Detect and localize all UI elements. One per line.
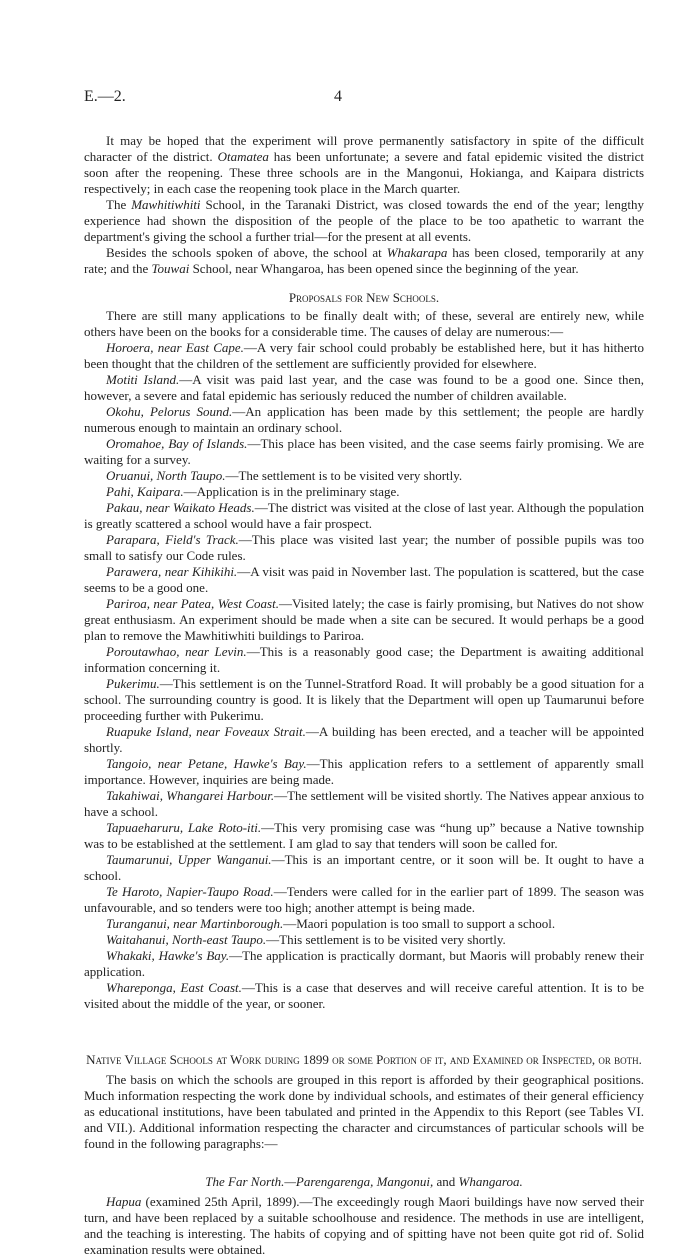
text-run: (examined 25th April, 1899).—The exceedingly rough Maori buildings have now served their turn, and have been replaced by a suitable schoolhouse and residence. The methods in use are intelligent, and the teaching is interesting. The habits of copying and of spitting have not been quite got rid of. Solid examination results were obtained. (84, 1194, 644, 1257)
text-run: School, near Whangaroa, has been opened since the beginning of the year. (189, 261, 579, 276)
italic-term: Tangoio, near Petane, Hawke's Bay. (106, 756, 307, 771)
italic-term: Motiti Island. (106, 372, 180, 387)
proposal-entry (84, 372, 644, 404)
italic-term: Horoera, near East Cape. (106, 340, 244, 355)
text-run: —An application has been made by this settlement; the people are hardly numerous enough to maintain an ordinary school. (84, 404, 644, 435)
proposal-entry (84, 436, 644, 468)
village-section (84, 1072, 644, 1152)
village-schools-heading: Native Village Schools at Work during 1899 or some Portion of it, and Examined or Inspected, or both. (86, 1052, 642, 1067)
proposal-entry (84, 916, 644, 932)
text-run: School, in the Taranaki District, was closed towards the end of the year; lengthy experience had shown the disposition of the people of the place to be too apathetic to warrant the department's giving the school a further trial—for the present at all events. (84, 197, 644, 244)
proposal-entry (84, 884, 644, 916)
proposal-entry (84, 340, 644, 372)
proposal-entry (84, 948, 644, 980)
text-run: Besides the schools spoken of above, the school at (106, 245, 387, 260)
text-run: —The application is practically dormant, but Maoris will probably renew their application. (84, 948, 644, 979)
italic-term: Poroutawhao, near Levin. (106, 644, 247, 659)
italic-term: Whakarapa (386, 245, 448, 260)
text-run: —This settlement is on the Tunnel-Stratford Road. It will probably be a good situation for a school. The surrounding country is good. It is likely that the Department will open up Taumarunui before proceeding further with Pukerimu. (84, 676, 644, 723)
proposal-entry (84, 932, 644, 948)
text-run: Whangaroa. (455, 1174, 523, 1189)
text-run: The basis on which the schools are grouped in this report is afforded by their geographical positions. Much information respecting the work done by individual schools, and estimates of their general efficiency as educational institutions, have been tabulated and printed in the Appendix to this Report (see Tables VI. and VII.). Additional information respecting the character and circumstances of particular schools will be found in the following paragraphs:— (84, 1072, 644, 1151)
proposal-entry (84, 468, 644, 484)
italic-term: Waitahanui, North-east Taupo. (106, 932, 267, 947)
text-run: The (106, 197, 132, 212)
italic-term: Touwai (151, 261, 190, 276)
italic-term: Taumarunui, Upper Wanganui. (106, 852, 272, 867)
far-north-section (84, 1194, 644, 1258)
proposal-entry (84, 820, 644, 852)
italic-term: Hapua (106, 1194, 142, 1209)
italic-term: Pahi, Kaipara. (106, 484, 184, 499)
text-run: It may be hoped that the experiment will prove permanently satisfactory in spite of the difficult character of the district. (84, 133, 644, 164)
document-body (84, 133, 644, 1258)
text-run: —The settlement will be visited shortly. The Natives appear anxious to have a school. (84, 788, 644, 819)
proposals-heading: Proposals for New Schools. (288, 290, 440, 305)
page-number: 4 (334, 88, 342, 105)
page-header (84, 88, 644, 108)
text-run: —This very promising case was “hung up” because a Native township was to be established at the settlement. I am glad to say that tenders will soon be called for. (84, 820, 645, 851)
paragraph (84, 197, 644, 245)
proposals-section (84, 308, 644, 1012)
proposal-entry (84, 500, 644, 532)
italic-term: Turanganui, near Martinborough. (106, 916, 284, 931)
far-north-heading (84, 1174, 644, 1190)
proposal-entry (84, 852, 644, 884)
proposal-entry (84, 980, 644, 1012)
proposal-entry (84, 756, 644, 788)
italic-term: Parawera, near Kihikihi. (106, 564, 238, 579)
text-run: —Application is in the preliminary stage. (183, 484, 400, 499)
italic-term: Whareponga, East Coast. (106, 980, 242, 995)
italic-term: Otamatea (217, 149, 269, 164)
italic-term: Tapuaeharuru, Lake Roto-iti. (106, 820, 262, 835)
proposal-entry (84, 484, 644, 500)
text-run: —This place has been visited, and the case seems fairly promising. We are waiting for a survey. (84, 436, 644, 467)
text-run: —The settlement is to be visited very shortly. (225, 468, 463, 483)
text-run: —Tenders were called for in the earlier part of 1899. The season was unfavourable, and so tenders were too high; another attempt is being made. (84, 884, 644, 915)
text-run: —Maori population is too small to support a school. (283, 916, 556, 931)
text-run: has been closed, temporarily at any rate; and the (84, 245, 644, 276)
italic-term: Oromahoe, Bay of Islands. (106, 436, 248, 451)
italic-term: Te Haroto, Napier-Taupo Road. (106, 884, 274, 899)
text-run: The Far North.—Parengarenga, Mangonui, (205, 1174, 437, 1189)
proposal-entry (84, 532, 644, 564)
document-code: E.—2. (84, 88, 126, 105)
text-run: —A very fair school could probably be established here, but it has hitherto been thought that the children of the settlement are sufficiently provided for elsewhere. (84, 340, 644, 371)
italic-term: Parapara, Field's Track. (106, 532, 239, 547)
italic-term: Oruanui, North Taupo. (106, 468, 226, 483)
text-run: —This place was visited last year; the number of possible pupils was too small to satisfy our Code rules. (84, 532, 644, 563)
text-run: —A visit was paid last year, and the case was found to be a good one. Since then, however, a severe and fatal epidemic has seriously reduced the number of children available. (84, 372, 644, 403)
text-run: There are still many applications to be finally dealt with; of these, several are entirely new, while others have been on the books for a considerable time. The causes of delay are numerous:— (84, 308, 644, 339)
italic-term: Pakau, near Waikato Heads. (106, 500, 255, 515)
text-run: —Visited lately; the case is fairly promising, but Natives do not show great enthusiasm. An experiment should be made when a site can be secured. It would perhaps be a good plan to remove the Mawhitiwhiti buildings to Pariroa. (84, 596, 644, 643)
italic-term: Pukerimu. (106, 676, 160, 691)
proposal-entry (84, 564, 644, 596)
italic-term: Whakaki, Hawke's Bay. (106, 948, 230, 963)
text-run: —The district was visited at the close of last year. Although the population is greatly scattered a school would have a fair prospect. (84, 500, 645, 531)
proposal-entry (84, 596, 644, 644)
text-run: —This settlement is to be visited very shortly. (266, 932, 506, 947)
italic-term: Okohu, Pelorus Sound. (106, 404, 233, 419)
paragraph (84, 245, 644, 277)
italic-term: Pariroa, near Patea, West Coast. (106, 596, 279, 611)
italic-term: Takahiwai, Whangarei Harbour. (106, 788, 275, 803)
proposal-entry (84, 676, 644, 724)
document-page (84, 88, 644, 1258)
proposal-entry (84, 644, 644, 676)
text-run: and (436, 1174, 456, 1189)
text-run: —A building has been erected, and a teacher will be appointed shortly. (84, 724, 644, 755)
proposal-entry (84, 788, 644, 820)
paragraph (84, 133, 644, 197)
paragraph (84, 1072, 644, 1152)
proposal-entry (84, 724, 644, 756)
text-run: —A visit was paid in November last. The population is scattered, but the case seems to be a good one. (84, 564, 644, 595)
text-run: —This is an important centre, or it soon will be. It ought to have a school. (84, 852, 644, 883)
intro-section (84, 133, 644, 277)
text-run: —This is a case that deserves and will receive careful attention. It is to be visited about the middle of the year, or sooner. (84, 980, 645, 1011)
text-run: —This application refers to a settlement of apparently small importance. However, inquiries are being made. (84, 756, 644, 787)
proposal-entry (84, 404, 644, 436)
text-run: has been unfortunate; a severe and fatal epidemic visited the district soon after the reopening. These three schools are in the Mangonui, Hokianga, and Kaipara districts respectively; in each case the reopening took place in the March quarter. (84, 149, 645, 196)
paragraph (84, 308, 644, 340)
italic-term: Ruapuke Island, near Foveaux Strait. (106, 724, 306, 739)
italic-term: Mawhitiwhiti (131, 197, 201, 212)
paragraph (84, 1194, 644, 1258)
text-run: —This is a reasonably good case; the Department is awaiting additional information concerning it. (84, 644, 645, 675)
